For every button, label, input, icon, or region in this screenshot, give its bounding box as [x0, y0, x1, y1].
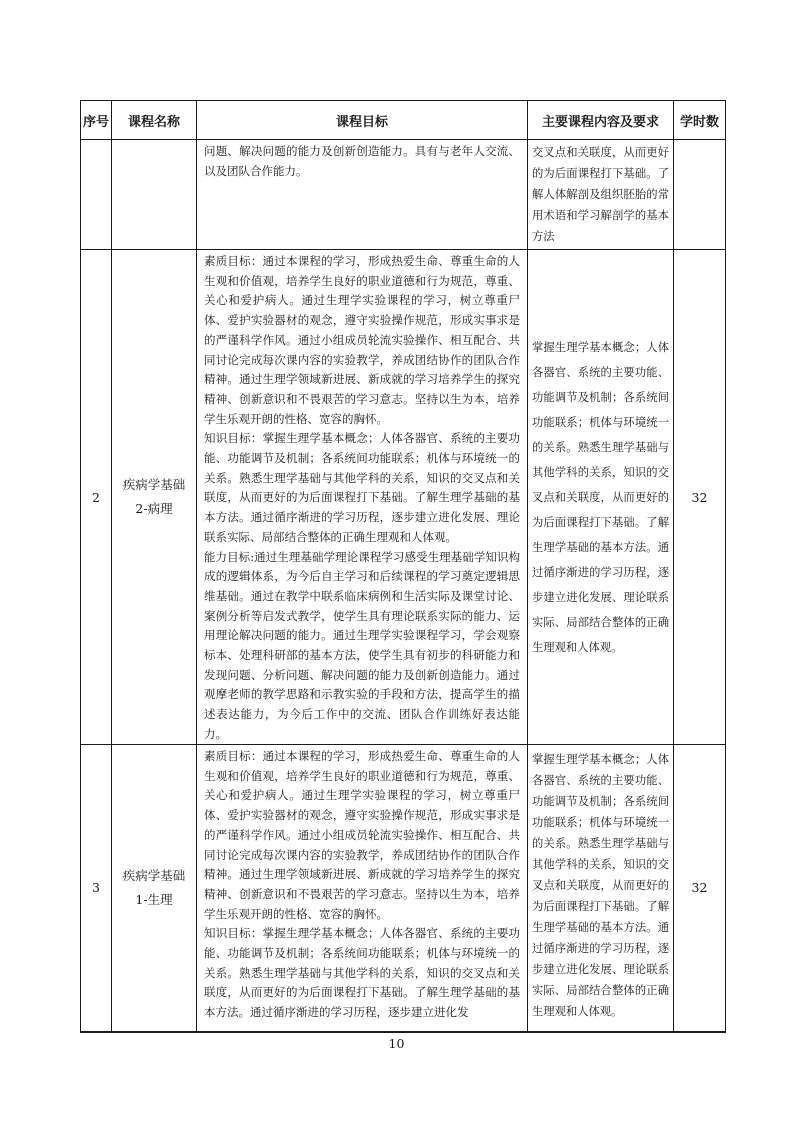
cell-course-name [112, 250, 197, 745]
cell-content [528, 250, 674, 745]
cell-content [528, 745, 674, 1032]
table-row-2 [81, 250, 726, 745]
content-text-block [532, 749, 669, 1022]
column-header-content: 主要课程内容及要求 [528, 101, 674, 140]
cell-hours [674, 140, 726, 250]
course-name-line-1: 疾病学基础 [122, 477, 186, 492]
objectives-text-block [204, 747, 520, 1023]
cell-seq: 2 [81, 250, 112, 745]
table-header-row [81, 101, 726, 140]
cell-seq [81, 140, 112, 250]
course-name-line-1: 疾病学基础 [122, 867, 186, 883]
course-schedule-table [80, 100, 726, 1033]
cell-hours: 32 [674, 250, 726, 745]
content-text-block [532, 142, 669, 247]
column-header-course-name: 课程名称 [112, 101, 197, 140]
objectives-paragraph: 问题、解决问题的能力及创新创造能力。具有与老年人交流、以及团队合作能力。 [204, 144, 520, 178]
cell-hours: 32 [674, 745, 726, 1032]
content-paragraph: 掌握生理学基本概念；人体各器官、系统的主要功能、功能调节及机制；各系统间功能联系；机体与环境统一的关系。熟悉生理学基础与其他学科的关系，知识的交叉点和关联度，从而更好的为后面课程打下基础。了解生理学基础的基本方法。通过循序渐进的学习历程，逐步建立进化发展、理论联系实际、局部结合整体的正确生理观和人体观。 [532, 340, 669, 654]
objectives-paragraph-ability: 能力目标:通过生理基础学理论课程学习感受生理基础学知识构成的逻辑体系，为今后自主学习和后续课程的学习奠定逻辑思维基础。通过在教学中联系临床病例和生活实际及课堂讨论、案例分析等启发式教学，使学生具有理论联系实际的能力、运用理论解决问题的能力。通过生理学实验课程学习，学会观察标本、处理科研部的基本方法，使学生具有初步的科研能力和发现问题、分析问题、解决问题的能力及创新创造能力。通过观摩老师的教学思路和示教实验的手段和方法，提高学生的描述表达能力，为今后工作中的交流、团队合作训练好表达能力。 [204, 549, 520, 741]
cell-course-name [112, 140, 197, 250]
column-header-hours: 学时数 [674, 101, 726, 140]
table-row-continuation [81, 140, 726, 250]
cell-seq: 3 [81, 745, 112, 1032]
column-header-seq: 序号 [81, 101, 112, 140]
objectives-paragraph-quality: 素质目标：通过本课程的学习，形成热爱生命、尊重生命的人生观和价值观，培养学生良好的职业道德和行为规范，尊重、关心和爱护病人。通过生理学实验课程的学习，树立尊重尸体、爱护实验器材的观念，遵守实验操作规范，形成实事求是的严谨科学作风。通过小组成员轮流实验操作、相互配合、共同讨论完成每次课内容的实验教学，养成团结协作的团队合作精神。通过生理学领域新进展、新成就的学习培养学生的探究精神、创新意识和不畏艰苦的学习意志。坚持以生为本，培养学生乐观开朗的性格、宽容的胸怀。 [204, 749, 520, 921]
cell-objectives [197, 140, 528, 250]
column-header-objectives: 课程目标 [197, 101, 528, 140]
content-paragraph: 掌握生理学基本概念；人体各器官、系统的主要功能、功能调节及机制；各系统间功能联系；机体与环境统一的关系。熟悉生理学基础与其他学科的关系，知识的交叉点和关联度，从而更好的为后面课程打下基础。了解生理学基础的基本方法。通过循序渐进的学习历程，逐步建立进化发展、理论联系实际、局部结合整体的正确生理观和人体观。 [532, 753, 669, 1018]
cell-course-name [112, 745, 197, 1032]
cell-objectives [197, 745, 528, 1032]
page-number: 10 [388, 1036, 405, 1051]
table-row-3 [81, 745, 726, 1032]
objectives-paragraph-quality: 素质目标：通过本课程的学习，形成热爱生命、尊重生命的人生观和价值观，培养学生良好的职业道德和行为规范，尊重、关心和爱护病人。通过生理学实验课程的学习，树立尊重尸体、爱护实验器材的观念，遵守实验操作规范，形成实事求是的严谨科学作风。通过小组成员轮流实验操作、相互配合、共同讨论完成每次课内容的实验教学，养成团结协作的团队合作精神。通过生理学领域新进展、新成就的学习培养学生的探究精神、创新意识和不畏艰苦的学习意志。坚持以生为本，培养学生乐观开朗的性格、宽容的胸怀。 [204, 254, 520, 426]
course-name-line-2: 2-病理 [135, 501, 173, 516]
course-name-line-2: 1-生理 [135, 891, 173, 907]
cell-content [528, 140, 674, 250]
objectives-text-block [204, 252, 520, 741]
objectives-text-block [204, 142, 520, 181]
objectives-paragraph-knowledge: 知识目标：掌握生理学基本概念；人体各器官、系统的主要功能、功能调节及机制；各系统间功能联系；机体与环境统一的关系。熟悉生理学基础与其他学科的关系，知识的交叉点和关联度，从而更好的为后面课程打下基础。了解生理学基础的基本方法。通过循序渐进的学习历程，逐步建立进化发展、理论联系实际、局部结合整体的正确生理观和人体观。 [204, 431, 520, 544]
cell-objectives [197, 250, 528, 745]
content-paragraph: 交叉点和关联度，从而更好的为后面课程打下基础。了解人体解剖及组织胚胎的常用术语和学习解剖学的基本方法 [532, 146, 669, 243]
objectives-paragraph-knowledge: 知识目标：掌握生理学基本概念；人体各器官、系统的主要功能、功能调节及机制；各系统间功能联系；机体与环境统一的关系。熟悉生理学基础与其他学科的关系，知识的交叉点和关联度，从而更好的为后面课程打下基础。了解生理学基础的基本方法。通过循序渐进的学习历程，逐步建立进化发 [204, 926, 520, 1020]
